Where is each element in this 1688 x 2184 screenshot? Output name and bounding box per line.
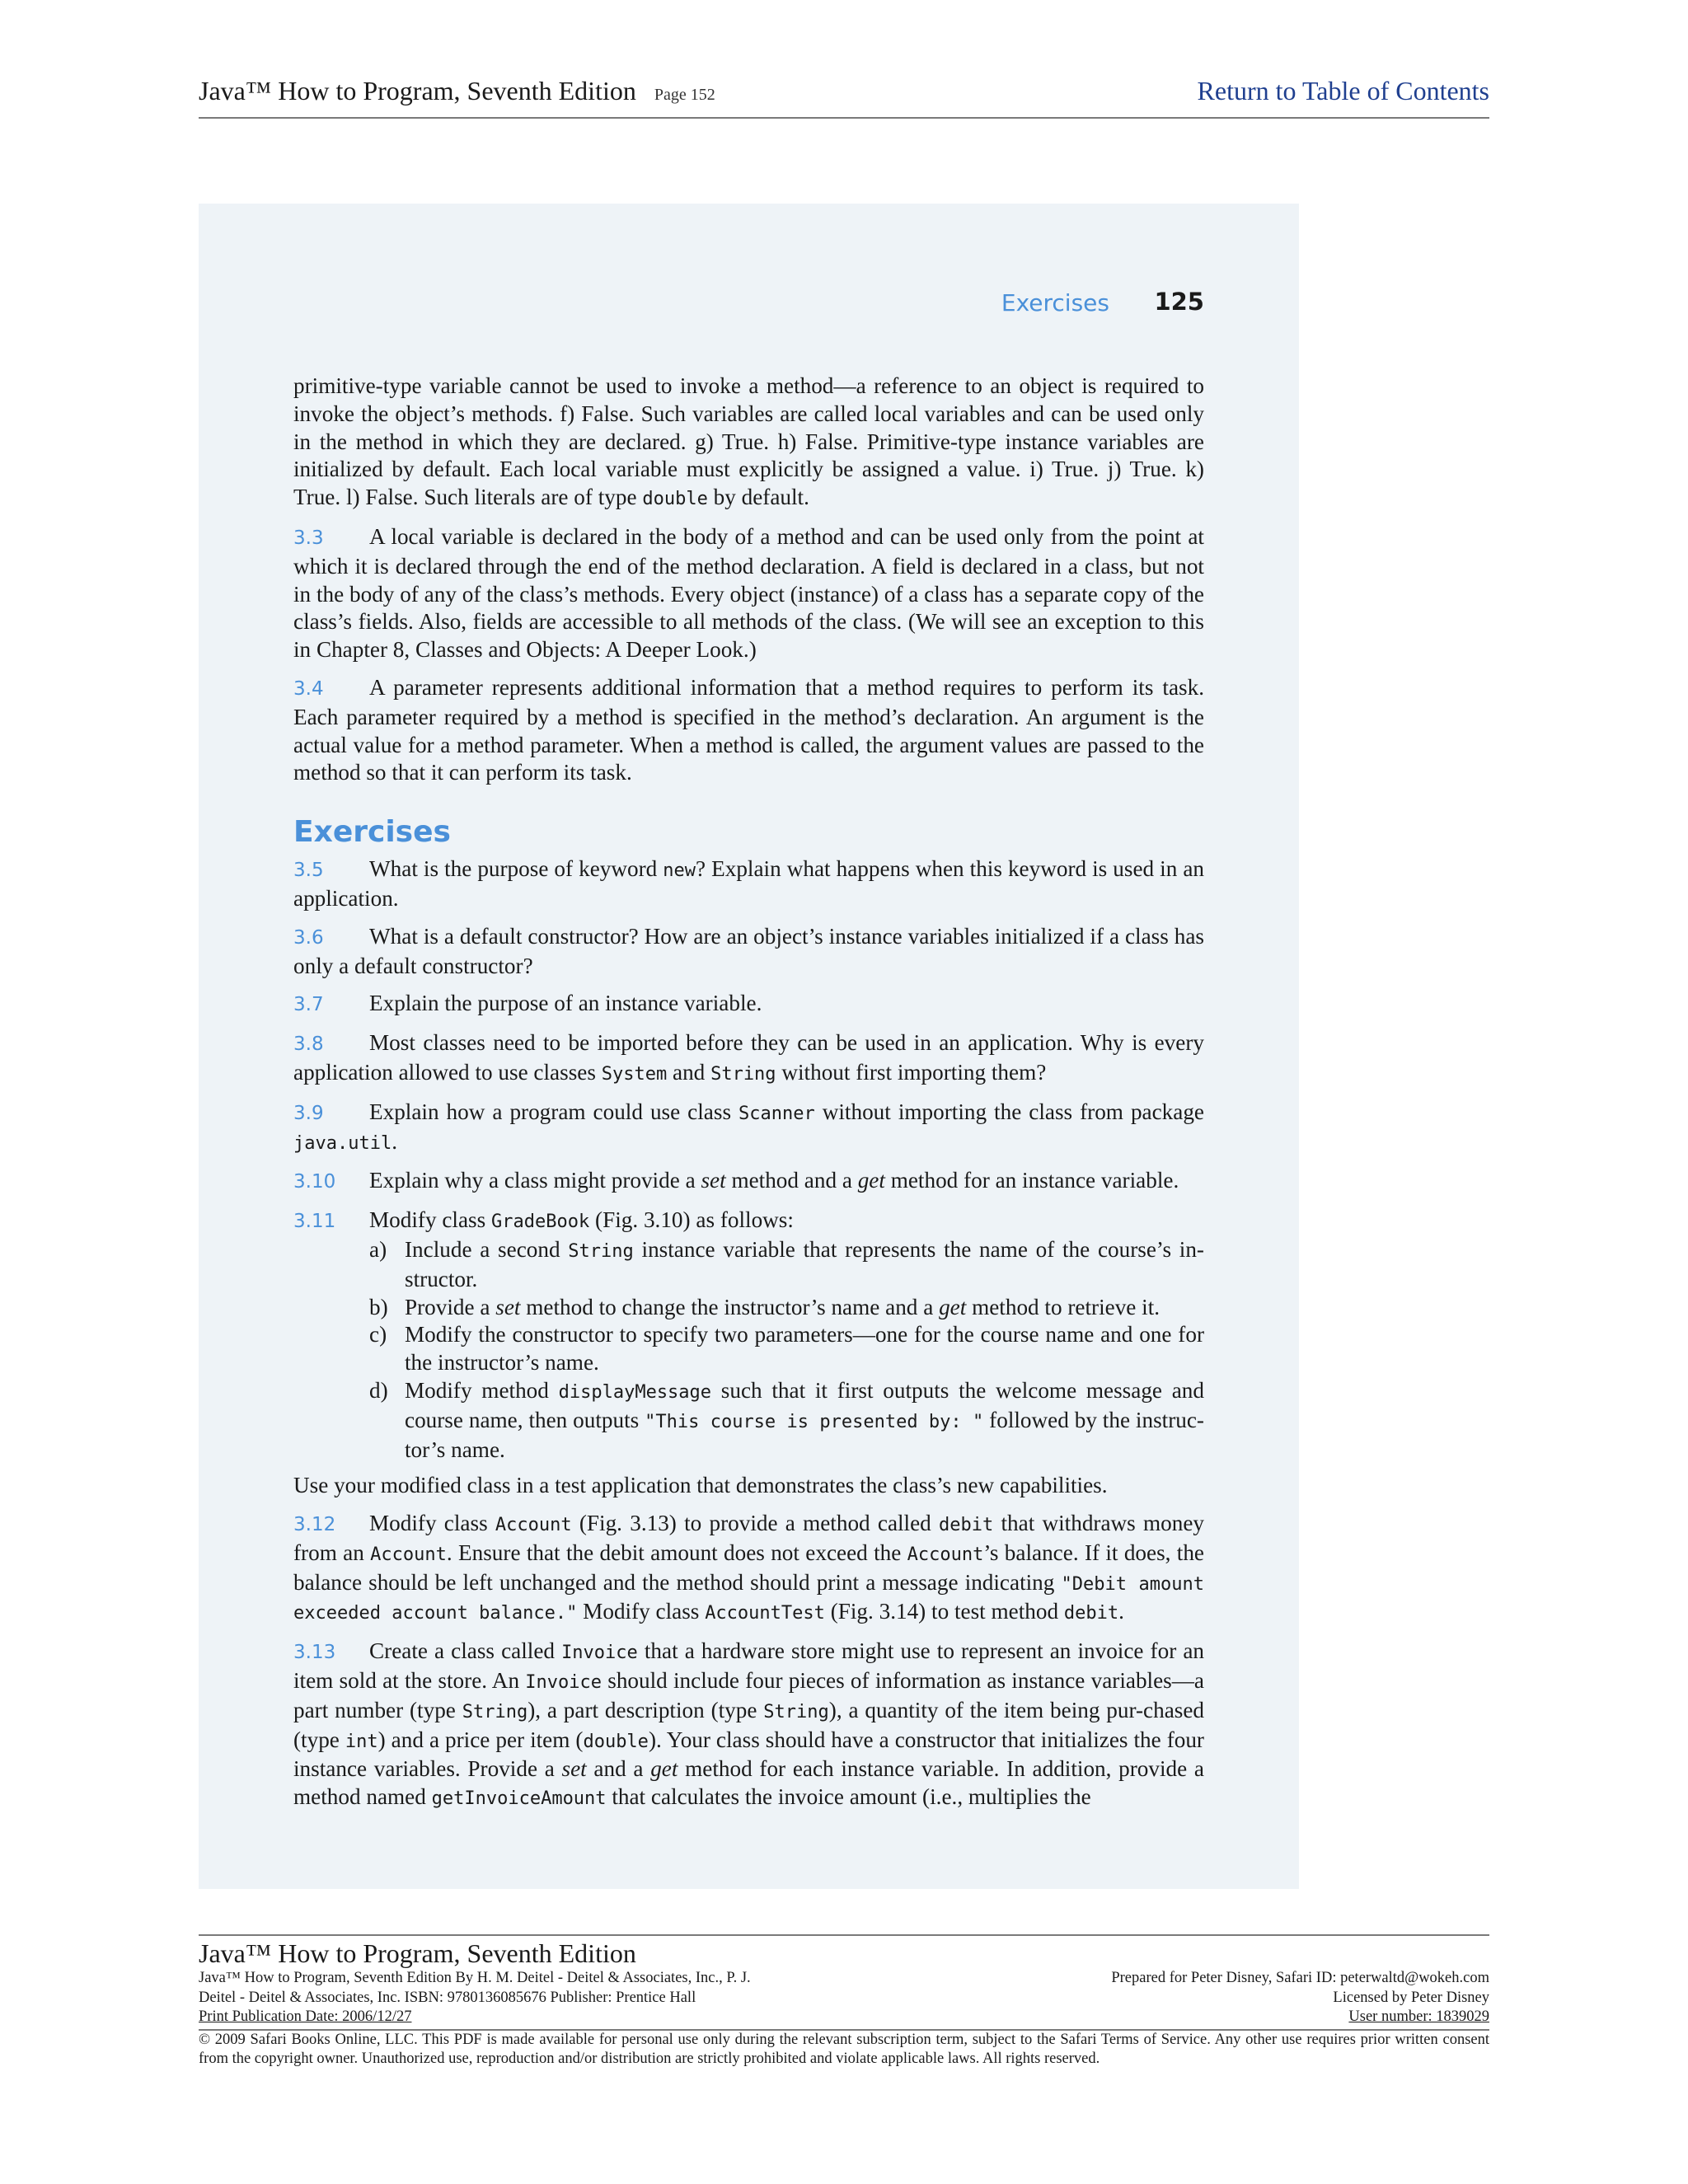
exercise-text: Create a class called xyxy=(369,1638,562,1664)
exercise-3-5 xyxy=(293,855,1204,913)
answer-text: A local variable is declared in the body of a method and can be used only from the point at which it is declared through the end of the method declaration. A field is declared in a class, but not in the body of any of the class’s methods. Every object (instance) of a class has a separate copy of the class’s fields. Also, fields are accessible to all methods of the class. (We will see an exception to this in Chapter 8, Classes and Objects: A Deeper Look.) xyxy=(293,523,1204,663)
code-new: new xyxy=(663,860,696,882)
footer-divider xyxy=(199,1934,1489,1936)
code-debit: debit xyxy=(1063,1603,1119,1624)
footer-title: Java™ How to Program, Seventh Edition xyxy=(199,1938,636,1968)
italic-set: set xyxy=(561,1756,587,1782)
exercise-text: ), a part description (type xyxy=(528,1697,764,1722)
exercise-text: . Ensure that the debit amount does not exceed the xyxy=(446,1540,907,1565)
exercise-3-6 xyxy=(293,923,1204,981)
list-item-text: Modify method xyxy=(405,1377,559,1403)
exercise-text: What is a default constructor? How are an object’s instance variables initialized if a class has only a default constructor? xyxy=(293,923,1204,978)
code-java-util: java.util xyxy=(293,1132,392,1154)
answer-continuation-text: primitive-type variable cannot be used to invoke a method—a reference to an object is required to invoke the object’s methods. f) False. Such variables are called local variables and can be used only in the method in which they are declared. g) True. h) False. Primitive-type instance variables are initialized by default. Each local variable must explicitly be assigned a value. i) True. j) True. k) True. l) False. Such literals are of type xyxy=(293,373,1204,510)
code-string: String xyxy=(710,1063,776,1085)
exercise-text: should include four pieces of information as instance variables—a part number (type xyxy=(293,1668,1204,1722)
list-item-text: such that it first outputs the welcome message and course name, then outputs xyxy=(405,1377,1204,1432)
footer-copyright: © 2009 Safari Books Online, LLC. This PDF is made available for personal use only during the relevant subscription term, subject to the Safari Terms of Service. Any other use requires prior written consent from the copyright owner. Unauthorized use, reproduction and/or distribution are strictly prohibited and violate applicable laws. All rights reserved. xyxy=(199,2029,1489,2069)
exercise-3-10 xyxy=(293,1167,1204,1197)
exercise-text: ) and a price per item ( xyxy=(377,1727,584,1752)
exercise-text: . xyxy=(1118,1599,1124,1624)
list-item xyxy=(369,1321,1204,1377)
code-gradebook: GradeBook xyxy=(491,1212,590,1233)
code-int: int xyxy=(345,1731,378,1752)
exercise-text: ’s balance. If it does, the balance should be left unchanged and the method should print a message indicating xyxy=(293,1540,1204,1595)
exercise-number: 3.7 xyxy=(293,994,324,1016)
code-getinvoiceamount: getInvoiceAmount xyxy=(431,1788,607,1810)
code-string-literal: "This course is presented by: " xyxy=(645,1411,984,1432)
exercise-number: 3.6 xyxy=(293,926,324,949)
exercise-number: 3.5 xyxy=(293,860,324,882)
code-string: String xyxy=(568,1240,634,1262)
exercise-text: that a hardware store might use to represent an invoice for an item sold at the store. An xyxy=(293,1638,1204,1694)
code-account: Account xyxy=(370,1544,447,1565)
exercise-number: 3.10 xyxy=(293,1171,336,1193)
exercise-text: Most classes need to be imported before they can be used in an application. Why is every application allowed to use classes xyxy=(293,1030,1204,1085)
exercise-text: . xyxy=(392,1128,398,1154)
exercise-text: that withdraws money from an xyxy=(293,1511,1204,1565)
exercise-text: that calculates the invoice amount (i.e., multiplies the xyxy=(606,1784,1091,1810)
exercise-text: method and a xyxy=(725,1168,858,1193)
footer-publication-date: Print Publication Date: 2006/12/27 xyxy=(199,2008,412,2025)
code-invoice: Invoice xyxy=(561,1643,638,1664)
list-item-text: Provide a xyxy=(405,1294,496,1319)
exercise-text: Modify class xyxy=(577,1599,706,1624)
list-item xyxy=(369,1236,1204,1294)
footer-licensed-by: Licensed by Peter Disney xyxy=(1333,1989,1489,2006)
code-system: System xyxy=(601,1063,668,1085)
exercise-text: What is the purpose of keyword xyxy=(369,856,663,882)
italic-set: set xyxy=(495,1294,521,1319)
list-item-text: method to change the instructor’s name and a xyxy=(520,1294,940,1319)
answer-text: A parameter represents additional information that a method requires to perform its task. Each parameter required by a method is specified in the method’s declaration. An argument is the actual value for a method parameter. When a method is called, the argument values are passed to the method so that it can perform its task. xyxy=(293,674,1204,785)
exercise-text: and a xyxy=(586,1756,651,1782)
answer-3-4 xyxy=(293,674,1204,787)
exercise-text: Explain how a program could use class xyxy=(369,1099,739,1124)
exercise-3-11-followup: Use your modified class in a test application that demonstrates the class’s new capabilities. xyxy=(293,1473,1108,1498)
footer xyxy=(199,1934,1489,2069)
running-head-page-number: 125 xyxy=(1154,288,1204,316)
running-head xyxy=(0,289,1204,322)
exercise-text: without first importing them? xyxy=(776,1059,1047,1085)
list-item-label: b) xyxy=(369,1294,388,1319)
exercise-number: 3.12 xyxy=(293,1514,336,1536)
exercise-text: ? Explain what happens when this keyword is used in an application. xyxy=(293,856,1204,911)
exercise-text: (Fig. 3.13) to provide a method called xyxy=(571,1511,940,1536)
italic-set: set xyxy=(701,1168,726,1193)
list-item xyxy=(369,1377,1204,1464)
footer-user-number: User number: 1839029 xyxy=(1348,2008,1489,2025)
answer-3-3 xyxy=(293,523,1204,664)
page-label: Page 152 xyxy=(654,86,715,104)
code-double: double xyxy=(583,1731,649,1752)
book-title xyxy=(199,76,715,106)
italic-get: get xyxy=(650,1756,678,1782)
running-head-section: Exercises xyxy=(1001,289,1109,316)
exercise-3-13 xyxy=(293,1638,1204,1813)
footer-row xyxy=(199,1969,1489,1989)
code-invoice: Invoice xyxy=(525,1672,602,1694)
exercise-3-9 xyxy=(293,1099,1204,1158)
list-item xyxy=(369,1294,1204,1322)
exercise-text: (Fig. 3.14) to test method xyxy=(824,1599,1064,1624)
exercise-text: ). Your class should have a constructor that initializes the four instance variables. Provide a xyxy=(293,1727,1204,1782)
footer-prepared-for: Prepared for Peter Disney, Safari ID: peterwaltd@wokeh.com xyxy=(1111,1970,1489,1986)
footer-row xyxy=(199,2008,1489,2027)
exercise-3-8 xyxy=(293,1029,1204,1089)
list-item-label: a) xyxy=(369,1236,387,1262)
code-account: Account xyxy=(907,1544,984,1565)
code-double: double xyxy=(642,489,708,510)
code-debit: debit xyxy=(939,1515,994,1536)
list-item-text: instance variable that represents the name of the course’s in-structor. xyxy=(405,1236,1204,1291)
footer-isbn: Deitel - Deitel & Associates, Inc. ISBN: 9780136085676 Publisher: Prentice Hall xyxy=(199,1989,696,2006)
book-title-text: Java™ How to Program, Seventh Edition xyxy=(199,76,636,105)
exercise-3-11-items xyxy=(369,1236,1204,1464)
code-scanner: Scanner xyxy=(738,1103,815,1124)
page-content xyxy=(293,373,1204,1823)
footer-row xyxy=(199,1989,1489,2008)
exercise-3-7 xyxy=(293,990,1204,1019)
exercise-text: without importing the class from package xyxy=(814,1099,1205,1124)
answer-number: 3.4 xyxy=(293,677,324,700)
answer-number: 3.3 xyxy=(293,527,324,549)
exercise-text: ), a quantity of the item being pur-chased (type xyxy=(293,1697,1204,1752)
exercise-3-11 xyxy=(293,1207,1204,1236)
exercise-text: Explain why a class might provide a xyxy=(369,1168,701,1193)
exercise-3-12 xyxy=(293,1510,1204,1628)
code-string: String xyxy=(763,1701,829,1722)
list-item-label: d) xyxy=(369,1377,388,1403)
italic-get: get xyxy=(857,1168,885,1193)
list-item-text: Include a second xyxy=(405,1236,569,1262)
code-string: String xyxy=(462,1701,528,1722)
code-account: Account xyxy=(495,1515,572,1536)
exercises-heading: Exercises xyxy=(293,815,451,850)
exercise-text: Modify class xyxy=(369,1207,492,1233)
exercise-number: 3.11 xyxy=(293,1211,336,1233)
top-header xyxy=(199,76,1489,119)
exercise-text: method for an instance variable. xyxy=(884,1168,1179,1193)
exercise-text: Modify class xyxy=(369,1511,495,1536)
exercise-number: 3.8 xyxy=(293,1033,324,1056)
code-string-literal: "Debit amount exceeded account balance." xyxy=(293,1573,1204,1624)
italic-get: get xyxy=(939,1294,967,1319)
list-item-label: c) xyxy=(369,1322,387,1347)
exercise-text: method for each instance variable. In addition, provide a method named xyxy=(293,1756,1204,1810)
code-accounttest: AccountTest xyxy=(705,1603,825,1624)
list-item-text: Modify the constructor to specify two parameters—one for the course name and one for the instructor’s name. xyxy=(405,1322,1204,1376)
answer-continuation-end: by default. xyxy=(707,485,809,510)
list-item-text: method to retrieve it. xyxy=(966,1294,1160,1319)
return-to-toc-link[interactable]: Return to Table of Contents xyxy=(1197,76,1489,105)
list-item-text: followed by the instruc-tor’s name. xyxy=(405,1407,1204,1462)
footer-book-credit: Java™ How to Program, Seventh Edition By H. M. Deitel - Deitel & Associates, Inc., P. J. xyxy=(199,1970,751,1986)
answer-continuation xyxy=(293,373,1204,513)
exercise-number: 3.9 xyxy=(293,1102,324,1124)
exercise-text: Explain the purpose of an instance variable. xyxy=(369,991,762,1016)
exercise-number: 3.13 xyxy=(293,1642,336,1664)
code-displaymessage: displayMessage xyxy=(558,1381,712,1403)
exercise-text: (Fig. 3.10) as follows: xyxy=(589,1207,794,1233)
exercise-text: and xyxy=(667,1059,711,1085)
